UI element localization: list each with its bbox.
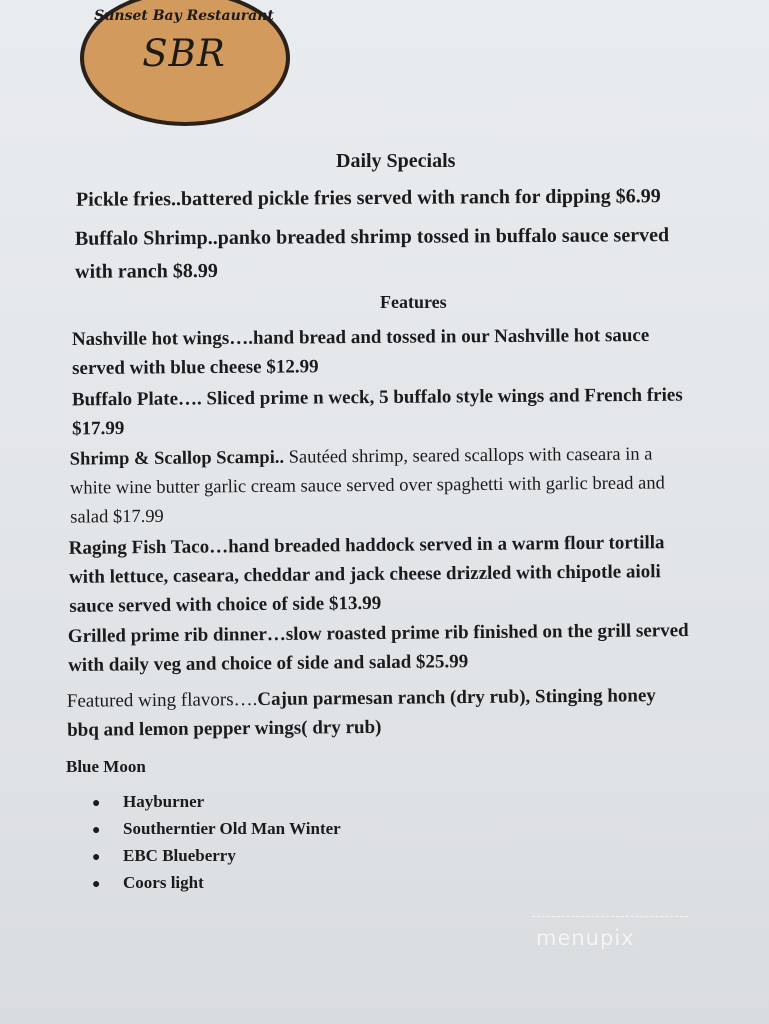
watermark bbox=[532, 916, 692, 956]
beer-list bbox=[92, 789, 341, 897]
feature-item-nashville-hot-wings bbox=[72, 321, 650, 383]
feature-line: Grilled prime rib dinner…slow roasted prime rib finished on the grill served bbox=[67, 620, 689, 647]
bullet-icon: ● bbox=[92, 877, 101, 892]
watermark-divider bbox=[532, 916, 688, 917]
feature-line: white wine butter garlic cream sauce served over spaghetti with garlic bread and bbox=[69, 473, 665, 499]
bullet-icon: ● bbox=[92, 850, 101, 865]
special-line: Buffalo Shrimp..panko breaded shrimp tossed in buffalo sauce served bbox=[74, 224, 670, 250]
features-heading: Features bbox=[380, 292, 447, 312]
feature-item-shrimp-scallop-scampi bbox=[70, 440, 666, 532]
feature-title: Featured wing flavors…. bbox=[66, 688, 258, 712]
sbr-logo bbox=[78, 0, 290, 128]
bullet-icon: ● bbox=[92, 823, 101, 838]
bullet-icon: ● bbox=[92, 796, 101, 811]
logo-restaurant-name: Sunset Bay Restaurant bbox=[94, 8, 274, 24]
feature-item-buffalo-plate bbox=[72, 381, 683, 444]
beer-name: Southerntier Old Man Winter bbox=[123, 819, 341, 838]
beer-name: Coors light bbox=[123, 873, 204, 892]
daily-specials-heading: Daily Specials bbox=[336, 150, 456, 172]
feature-line: with daily veg and choice of side and salad $25.99 bbox=[68, 651, 469, 676]
special-line: Pickle fries..battered pickle fries served with ranch for dipping $6.99 bbox=[75, 185, 661, 211]
feature-line: sauce served with choice of side $13.99 bbox=[69, 592, 382, 617]
list-item bbox=[92, 789, 341, 816]
beer-name: Hayburner bbox=[123, 792, 205, 811]
logo-initials: SBR bbox=[142, 32, 226, 75]
special-item-buffalo-shrimp bbox=[75, 219, 670, 289]
feature-item-grilled-prime-rib bbox=[68, 616, 689, 680]
feature-line: Cajun parmesan ranch (dry rub), Stinging honey bbox=[257, 685, 656, 710]
feature-line: $17.99 bbox=[72, 417, 125, 440]
feature-line: Buffalo Plate…. Sliced prime n weck, 5 buffalo style wings and French fries bbox=[71, 384, 683, 411]
feature-line: Nashville hot wings….hand bread and tossed in our Nashville hot sauce bbox=[71, 324, 650, 351]
special-item-pickle-fries bbox=[76, 182, 661, 215]
list-item bbox=[92, 870, 341, 897]
list-item bbox=[92, 816, 341, 843]
feature-item-wing-flavors bbox=[67, 681, 657, 745]
feature-item-raging-fish-taco bbox=[69, 528, 666, 621]
feature-line: salad $17.99 bbox=[70, 506, 164, 528]
feature-line: with lettuce, caseara, cheddar and jack cheese drizzled with chipotle aioli bbox=[68, 561, 661, 588]
list-item bbox=[92, 843, 341, 870]
feature-line: Sautéed shrimp, seared scallops with caseara in a bbox=[283, 444, 653, 468]
beer-section-label: Blue Moon bbox=[66, 757, 146, 776]
beer-name: EBC Blueberry bbox=[123, 846, 236, 865]
special-line: with ranch $8.99 bbox=[75, 259, 218, 283]
feature-line: served with blue cheese $12.99 bbox=[72, 356, 319, 380]
watermark-text: menupix bbox=[536, 926, 635, 950]
feature-line: Raging Fish Taco…hand breaded haddock served in a warm flour tortilla bbox=[68, 532, 665, 559]
feature-line: bbq and lemon pepper wings( dry rub) bbox=[67, 716, 382, 741]
feature-title: Shrimp & Scallop Scampi.. bbox=[69, 447, 285, 470]
